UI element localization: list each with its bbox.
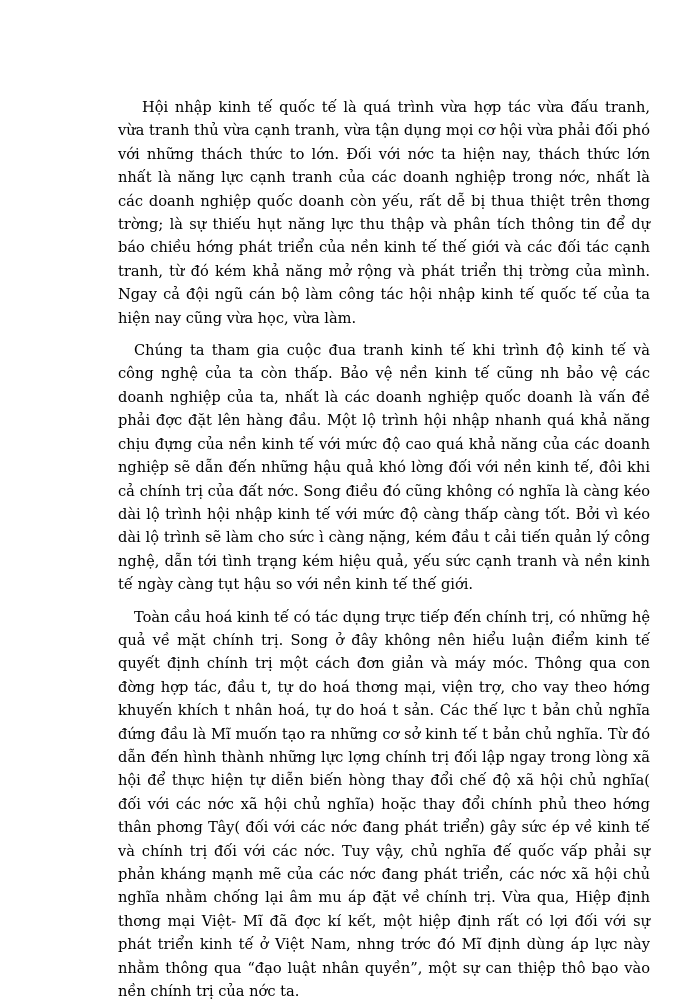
paragraph-economic-competition: Chúng ta tham gia cuộc đua tranh kinh tế khi trình độ kinh tế và công nghệ của ta còn thấp. Bảo vệ nền kinh tế cũng nh bảo vệ các doanh nghiệp của ta, nhất là các doanh nghiệp quốc doanh là vấn đề phải đợc đặt lên hàng đầu. Một lộ trình hội nhập nhanh quá khả năng chịu đựng của nền kinh tế với mức độ cao quá khả năng của các doanh nghiệp sẽ dẫn đến những hậu quả khó lờng đối với nền kinh tế, đôi khi cả chính trị của đất nớc. Song điều đó cũng không có nghĩa là càng kéo dài lộ trình hội nhập kinh tế với mức độ càng thấp càng tốt. Bởi vì kéo dài lộ trình sẽ làm cho sức ì càng nặng, kém đầu t cải tiến quản lý công nghệ, dẫn tới tình trạng kém hiệu quả, yếu sức cạnh tranh và nền kinh tế ngày càng tụt hậu so với nền kinh tế thế giới. xyxy=(118,342,650,594)
paragraph-political-effects: Toàn cầu hoá kinh tế có tác dụng trực tiếp đến chính trị, có những hệ quả về mặt chính trị. Song ở đây không nên hiểu luận điểm kinh tế quyết định chính trị một cách đơn giản và máy móc. Thông qua con đờng hợp tác, đầu t, tự do hoá thơng mại, viện trợ, cho vay theo hớng khuyến khích t nhân hoá, tự do hoá t sản. Các thế lực t bản chủ nghĩa đứng đầu là Mĩ muốn tạo ra những cơ sở kinh tế t bản chủ nghĩa. Từ đó dẫn đến hình thành những lực lợng chính trị đối lập ngay trong lòng xã hội để thực hiện tự diễn biến hòng thay đổi chế độ xã hội chủ nghĩa( đối với các nớc xã hội chủ nghĩa) hoặc thay đổi chính phủ theo hớng thân phơng Tây( đối với các nớc đang phát triển) gây sức ép về kinh tế và chính trị đối với các nớc. Tuy vậy, chủ nghĩa đế quốc vấp phải sự phản kháng mạnh mẽ của các nớc đang phát triển, các nớc xã hội chủ nghĩa nhằm chống lại âm mu áp đặt về chính trị. Vừa qua, Hiệp định thơng mại Việt- Mĩ đã đợc kí kết, một hiệp định rất có lợi đối với sự phát triển kinh tế ở Việt Nam, nhng trớc đó Mĩ định dùng áp lực này nhằm thông qua “đạo luật nhân quyền”, một sự can thiệp thô bạo vào nền chính trị của nớc ta. xyxy=(118,608,650,1001)
paragraph-integration-challenges: Hội nhập kinh tế quốc tế là quá trình vừa hợp tác vừa đấu tranh, vừa tranh thủ vừa cạnh tranh, vừa tận dụng mọi cơ hội vừa phải đối phó với những thách thức to lớn. Đối với nớc ta hiện nay, thách thức lớn nhất là năng lực cạnh tranh của các doanh nghiệp trong nớc, nhất là các doanh nghiệp quốc doanh còn yếu, rất dễ bị thua thiệt trên thơng trờng; là sự thiếu hụt năng lực thu thập và phân tích thông tin để dự báo chiều hớng phát triển của nền kinh tế thế giới và các đối tác cạnh tranh, từ đó kém khả năng mở rộng và phát triển thị trờng của mình. Ngay cả đội ngũ cán bộ làm công tác hội nhập kinh tế quốc tế của ta hiện nay cũng vừa học, vừa làm. xyxy=(118,99,650,327)
document-body xyxy=(118,96,650,1003)
